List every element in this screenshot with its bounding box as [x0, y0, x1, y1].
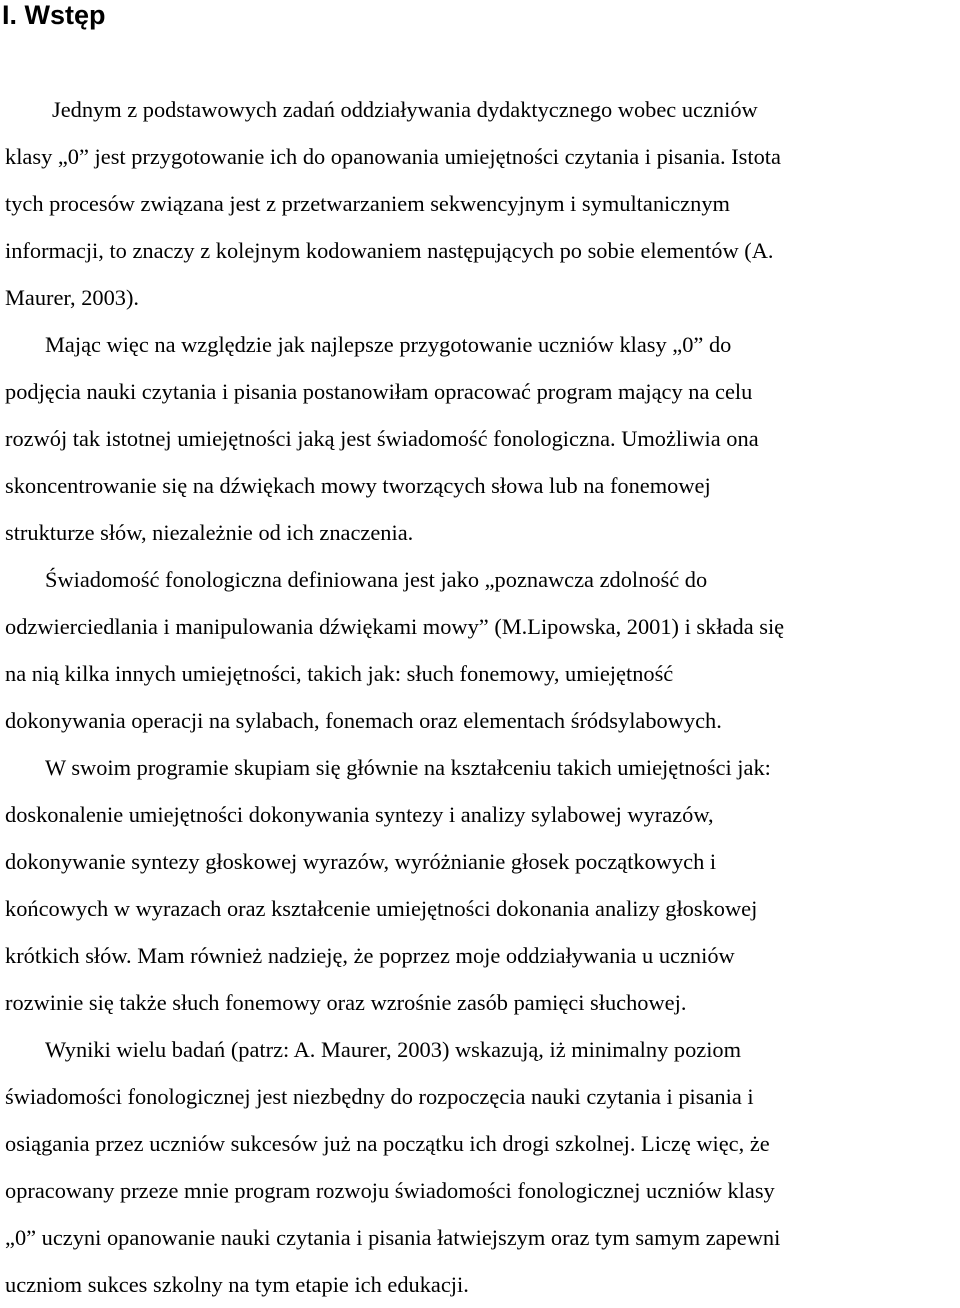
text-line: uczniom sukces szkolny na tym etapie ich edukacji.	[5, 1272, 469, 1297]
text-line: Wyniki wielu badań (patrz: A. Maurer, 2003) wskazują, iż minimalny poziom	[45, 1037, 742, 1062]
text-line: krótkich słów. Mam również nadzieję, że poprzez moje oddziaływania u uczniów	[5, 943, 735, 968]
section-heading: I. Wstęp	[2, 0, 106, 30]
text-line: końcowych w wyrazach oraz kształcenie umiejętności dokonania analizy głoskowej	[5, 896, 758, 921]
text-line: podjęcia nauki czytania i pisania postanowiłam opracować program mający na celu	[5, 379, 753, 404]
text-line: dokonywanie syntezy głoskowej wyrazów, wyróżnianie głosek początkowych i	[5, 849, 717, 874]
text-line: Maurer, 2003).	[5, 285, 140, 310]
text-line: klasy „0” jest przygotowanie ich do opanowania umiejętności czytania i pisania. Istota	[5, 144, 781, 169]
text-line: rozwój tak istotnej umiejętności jaką jest świadomość fonologiczna. Umożliwia ona	[5, 426, 759, 451]
text-line: odzwierciedlania i manipulowania dźwiękami mowy” (M.Lipowska, 2001) i składa się	[5, 614, 785, 639]
text-line: tych procesów związana jest z przetwarzaniem sekwencyjnym i symultanicznym	[5, 191, 730, 216]
text-line: informacji, to znaczy z kolejnym kodowaniem następujących po sobie elementów (A.	[5, 238, 774, 263]
text-line: „0” uczyni opanowanie nauki czytania i pisania łatwiejszym oraz tym samym zapewni	[5, 1225, 781, 1250]
text-line: Jednym z podstawowych zadań oddziaływania dydaktycznego wobec uczniów	[52, 97, 758, 122]
text-line: Mając więc na względzie jak najlepsze przygotowanie uczniów klasy „0” do	[45, 332, 732, 357]
text-line: Świadomość fonologiczna definiowana jest jako „poznawcza zdolność do	[45, 567, 708, 592]
text-line: strukturze słów, niezależnie od ich znaczenia.	[5, 520, 414, 545]
text-line: świadomości fonologicznej jest niezbędny do rozpoczęcia nauki czytania i pisania i	[5, 1084, 754, 1109]
text-line: na nią kilka innych umiejętności, takich jak: słuch fonemowy, umiejętność	[5, 661, 674, 686]
text-line: W swoim programie skupiam się głównie na kształceniu takich umiejętności jak:	[45, 755, 771, 780]
text-line: dokonywania operacji na sylabach, fonemach oraz elementach śródsylabowych.	[5, 708, 722, 733]
text-line: skoncentrowanie się na dźwiękach mowy tworzących słowa lub na fonemowej	[5, 473, 711, 498]
text-line: doskonalenie umiejętności dokonywania syntezy i analizy sylabowej wyrazów,	[5, 802, 714, 827]
text-line: opracowany przeze mnie program rozwoju świadomości fonologicznej uczniów klasy	[5, 1178, 775, 1203]
text-line: osiągania przez uczniów sukcesów już na początku ich drogi szkolnej. Liczę więc, że	[5, 1131, 770, 1156]
text-line: rozwinie się także słuch fonemowy oraz wzrośnie zasób pamięci słuchowej.	[5, 990, 687, 1015]
